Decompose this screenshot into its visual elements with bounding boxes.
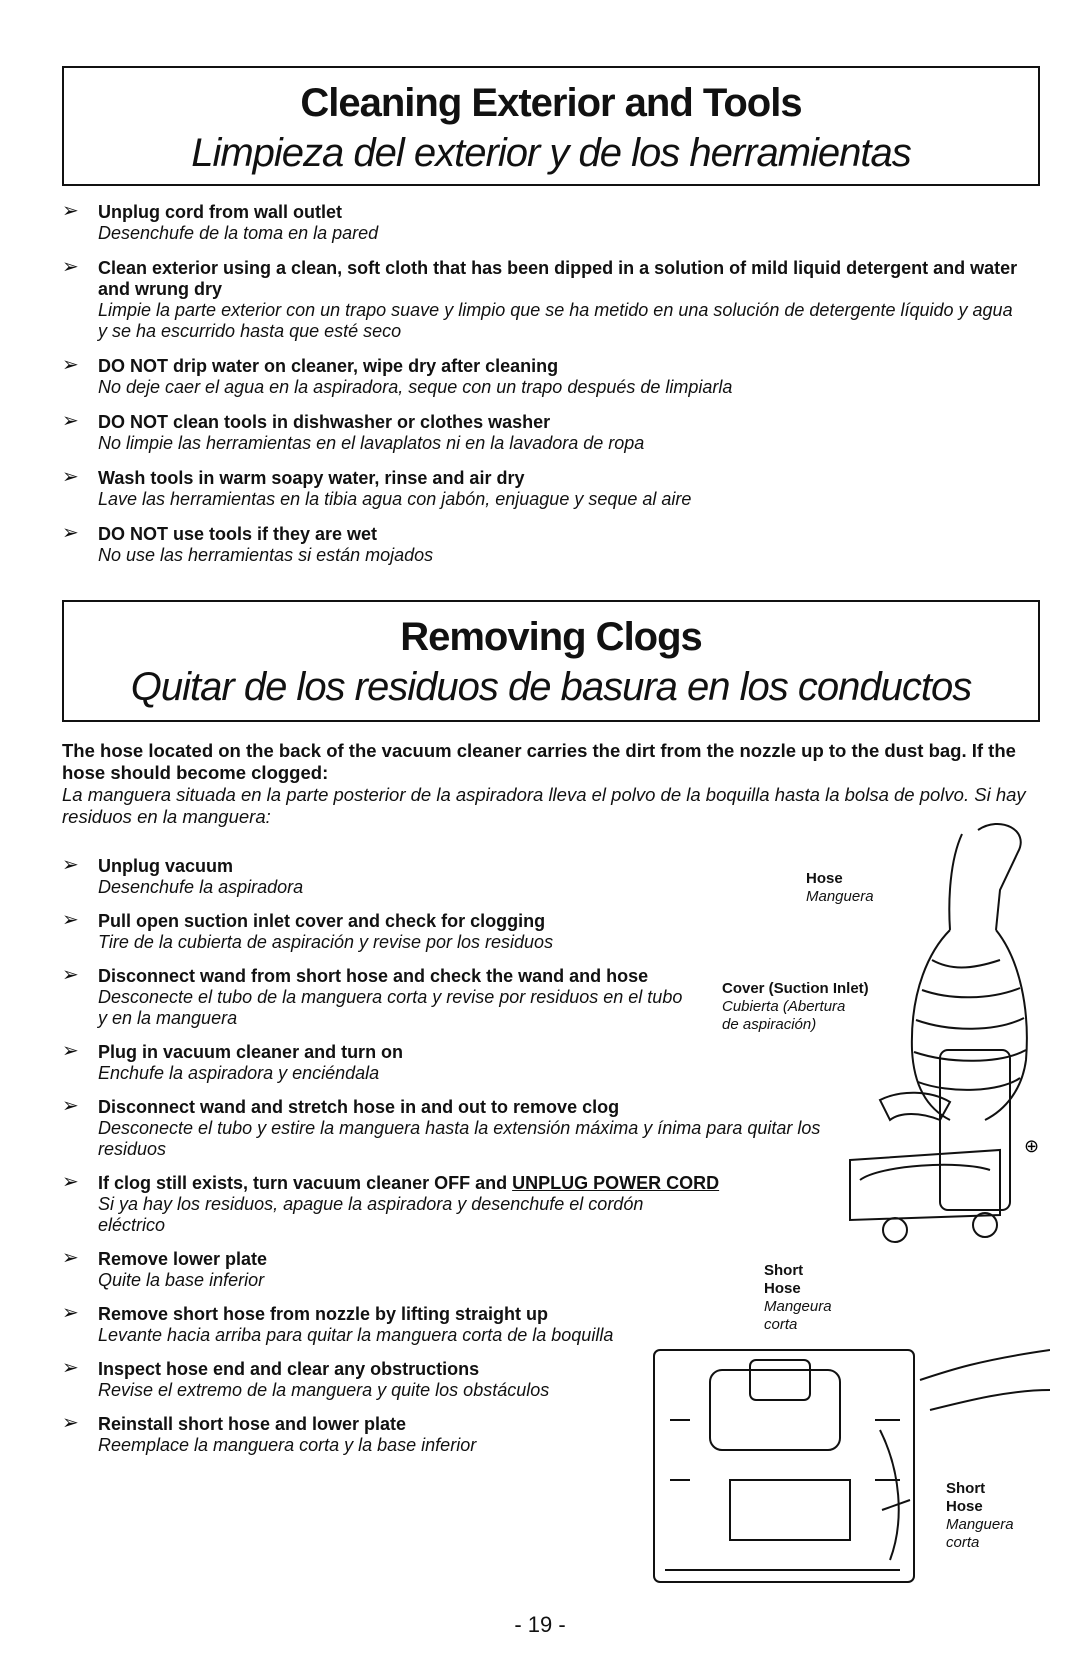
clogs-intro <box>62 740 1032 828</box>
arrow-bullet-icon: ➢ <box>62 1412 79 1434</box>
list-item <box>62 202 1022 244</box>
clog-steps-list <box>62 856 922 1469</box>
label-text-en: Short <box>764 1262 804 1279</box>
step-text-en: Unplug cord from wall outlet <box>98 202 342 222</box>
arrow-bullet-icon: ➢ <box>62 854 79 876</box>
step-text-en: Clean exterior using a clean, soft cloth that has been dipped in a solution of mild liquid detergent and water and wrung dry <box>98 258 1018 299</box>
cleaning-steps-list <box>62 202 1022 580</box>
section-title-en: Cleaning Exterior and Tools <box>300 81 802 125</box>
label-text-es: Manguera <box>946 1516 1014 1533</box>
list-item <box>62 911 922 953</box>
step-text-en: DO NOT use tools if they are wet <box>98 524 378 544</box>
step-text-es: Quite la base inferior <box>98 1270 265 1290</box>
label-text-es: corta <box>764 1316 798 1333</box>
section-title-en: Removing Clogs <box>400 615 702 659</box>
step-text-en: Pull open suction inlet cover and check for clogging <box>98 911 546 931</box>
step-text-es: Revise el extremo de la manguera y quite los obstáculos <box>98 1380 550 1400</box>
list-item <box>62 1359 618 1401</box>
step-text-en: Unplug vacuum <box>98 856 234 876</box>
arrow-bullet-icon: ➢ <box>62 1040 79 1062</box>
arrow-bullet-icon: ➢ <box>62 1302 79 1324</box>
step-text-es: Desenchufe de la toma en la pared <box>98 223 379 243</box>
step-text-en: Reinstall short hose and lower plate <box>98 1414 407 1434</box>
step-text-en: DO NOT drip water on cleaner, wipe dry after cleaning <box>98 356 559 376</box>
step-text-en: Disconnect wand from short hose and check the wand and hose <box>98 966 649 986</box>
arrow-bullet-icon: ➢ <box>62 1095 79 1117</box>
intro-text-en: The hose located on the back of the vacuum cleaner carries the dirt from the nozzle up to the dust bag. If the hose should become clogged: <box>62 740 1016 783</box>
section-title-box-clogs <box>62 600 1040 722</box>
section-title-es: Limpieza del exterior y de los herramientas <box>191 131 911 175</box>
step-text-es: No use las herramientas si están mojados <box>98 545 434 565</box>
list-item <box>62 1042 922 1084</box>
list-item <box>62 1304 658 1346</box>
step-text-es: Levante hacia arriba para quitar la manguera corta de la boquilla <box>98 1325 614 1345</box>
list-item <box>62 856 922 898</box>
step-text-es: Lave las herramientas en la tibia agua con jabón, enjuague y seque al aire <box>98 489 692 509</box>
step-text-es: Si ya hay los residuos, apague la aspiradora y desenchufe el cordón eléctrico <box>98 1194 644 1235</box>
arrow-bullet-icon: ➢ <box>62 909 79 931</box>
list-item <box>62 524 1022 566</box>
arrow-bullet-icon: ➢ <box>62 522 79 544</box>
page-number: - 19 - <box>514 1612 566 1637</box>
arrow-bullet-icon: ➢ <box>62 466 79 488</box>
step-text-en: Disconnect wand and stretch hose in and out to remove clog <box>98 1097 620 1117</box>
step-text-en: Remove lower plate <box>98 1249 268 1269</box>
list-item <box>62 1173 858 1236</box>
arrow-bullet-icon: ➢ <box>62 1247 79 1269</box>
arrow-bullet-icon: ➢ <box>62 256 79 278</box>
arrow-bullet-icon: ➢ <box>62 354 79 376</box>
step-text-es: Enchufe la aspiradora y enciéndala <box>98 1063 380 1083</box>
list-item <box>62 1414 658 1456</box>
label-text-es: corta <box>946 1534 980 1551</box>
list-item <box>62 412 1022 454</box>
label-text-es: Mangeura <box>764 1298 832 1315</box>
step-text-es: Limpie la parte exterior con un trapo suave y limpio que se ha metido en una solución de detergente líquido y agua y se ha escurrido hasta que esté seco <box>98 300 1013 341</box>
arrow-bullet-icon: ➢ <box>62 1171 79 1193</box>
arrow-bullet-icon: ➢ <box>62 410 79 432</box>
step-text-en: DO NOT clean tools in dishwasher or clothes washer <box>98 412 551 432</box>
step-text-es: Desenchufe la aspiradora <box>98 877 304 897</box>
intro-text-es: La manguera situada en la parte posterior de la aspiradora lleva el polvo de la boquilla hasta la bolsa de polvo. Si hay residuos en la manguera: <box>62 784 1026 827</box>
step-text-es: Tire de la cubierta de aspiración y revise por los residuos <box>98 932 554 952</box>
section-title-box-cleaning <box>62 66 1040 186</box>
list-item <box>62 966 688 1029</box>
list-item <box>62 356 1022 398</box>
screw-icon: ⊕ <box>1024 1136 1040 1157</box>
list-item <box>62 258 1022 342</box>
label-short-hose-2 <box>946 1480 1014 1552</box>
list-item <box>62 1097 878 1160</box>
label-text-en: Hose <box>946 1498 983 1515</box>
label-text-en: Hose <box>806 870 843 887</box>
step-text-en: Remove short hose from nozzle by lifting straight up <box>98 1304 549 1324</box>
label-text-en: Hose <box>764 1280 801 1297</box>
step-text-es: No deje caer el agua en la aspiradora, seque con un trapo después de limpiarla <box>98 377 733 397</box>
list-item <box>62 468 1022 510</box>
section-title-es: Quitar de los residuos de basura en los conductos <box>130 665 972 709</box>
arrow-bullet-icon: ➢ <box>62 1357 79 1379</box>
label-text-es: Cubierta (Abertura <box>722 998 846 1015</box>
arrow-bullet-icon: ➢ <box>62 200 79 222</box>
step-text-en-underlined: UNPLUG POWER CORD <box>512 1173 720 1193</box>
label-text-es: Manguera <box>806 888 874 905</box>
arrow-bullet-icon: ➢ <box>62 964 79 986</box>
step-text-en: If clog still exists, turn vacuum cleaner OFF and <box>98 1173 513 1193</box>
step-text-en: Wash tools in warm soapy water, rinse and air dry <box>98 468 525 488</box>
label-text-en: Short <box>946 1480 986 1497</box>
step-text-es: Desconecte el tubo y estire la manguera hasta la extensión máxima y ínima para quitar los residuos <box>98 1118 821 1159</box>
list-item <box>62 1249 922 1291</box>
label-text-es: de aspiración) <box>722 1016 817 1033</box>
step-text-en: Plug in vacuum cleaner and turn on <box>98 1042 404 1062</box>
step-text-en: Inspect hose end and clear any obstructions <box>98 1359 480 1379</box>
step-text-es: Reemplace la manguera corta y la base inferior <box>98 1435 477 1455</box>
step-text-es: No limpie las herramientas en el lavaplatos ni en la lavadora de ropa <box>98 433 645 453</box>
step-text-es: Desconecte el tubo de la manguera corta y revise por residuos en el tubo y en la manguera <box>98 987 683 1028</box>
label-text-en: Cover (Suction Inlet) <box>722 980 869 997</box>
